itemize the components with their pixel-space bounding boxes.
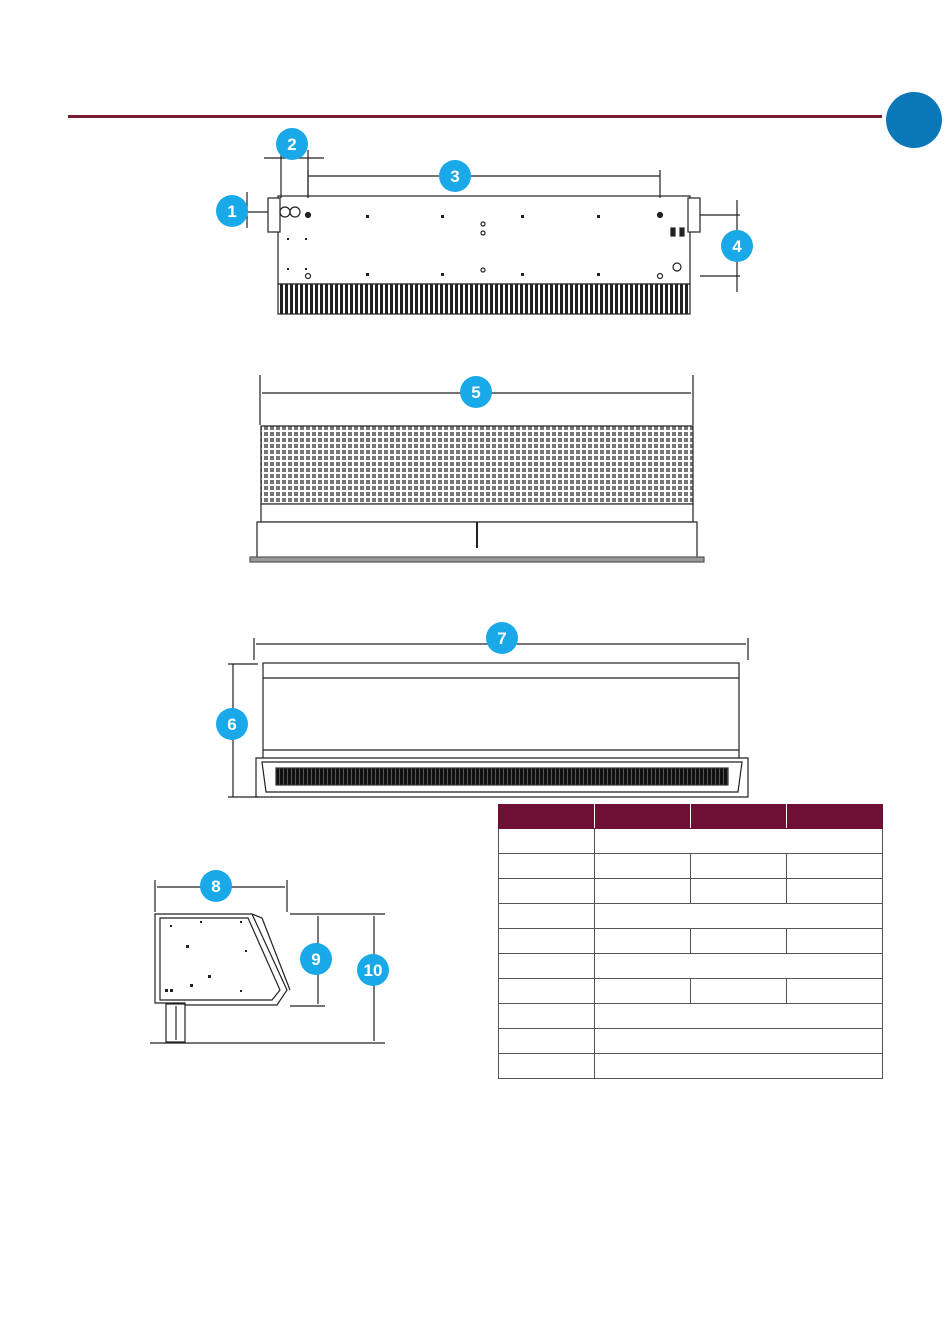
callout-6 xyxy=(216,708,248,740)
callout-3 xyxy=(439,160,471,192)
value-cell xyxy=(595,879,691,904)
table-row xyxy=(499,854,883,879)
value-cell xyxy=(595,904,883,929)
elevation-view xyxy=(228,638,748,797)
svg-text:7: 7 xyxy=(497,629,507,648)
row-label-cell xyxy=(499,1054,595,1079)
header-cell xyxy=(499,805,595,829)
svg-text:3: 3 xyxy=(450,167,460,186)
svg-text:1: 1 xyxy=(227,202,237,221)
svg-text:6: 6 xyxy=(227,715,237,734)
top-view xyxy=(247,150,740,314)
row-label-cell xyxy=(499,904,595,929)
row-label-cell xyxy=(499,979,595,1004)
value-cell xyxy=(595,1004,883,1029)
value-cell xyxy=(691,879,787,904)
row-label-cell xyxy=(499,954,595,979)
value-cell xyxy=(691,929,787,954)
row-label-cell xyxy=(499,1004,595,1029)
value-cell xyxy=(595,1054,883,1079)
value-cell xyxy=(691,854,787,879)
value-cell xyxy=(595,929,691,954)
svg-text:9: 9 xyxy=(311,950,321,969)
row-label-cell xyxy=(499,1029,595,1054)
callout-2 xyxy=(276,128,308,160)
callout-1 xyxy=(216,195,248,227)
value-cell xyxy=(595,1029,883,1054)
value-cell xyxy=(787,854,883,879)
spec-table xyxy=(498,804,883,1079)
table-row xyxy=(499,904,883,929)
callout-10 xyxy=(357,954,389,986)
callout-4 xyxy=(721,230,753,262)
callout-8 xyxy=(200,870,232,902)
section-view xyxy=(150,880,385,1043)
svg-text:10: 10 xyxy=(363,961,383,980)
svg-text:4: 4 xyxy=(732,237,742,256)
svg-text:5: 5 xyxy=(471,383,481,402)
svg-text:8: 8 xyxy=(211,877,221,896)
value-cell xyxy=(787,979,883,1004)
header-cell xyxy=(787,805,883,829)
table-row xyxy=(499,1029,883,1054)
value-cell xyxy=(787,929,883,954)
table-row xyxy=(499,979,883,1004)
spec-table-header xyxy=(499,805,883,829)
callout-9 xyxy=(300,943,332,975)
header-cell xyxy=(691,805,787,829)
value-cell xyxy=(595,854,691,879)
row-label-cell xyxy=(499,879,595,904)
table-row xyxy=(499,954,883,979)
row-label-cell xyxy=(499,929,595,954)
value-cell xyxy=(595,954,883,979)
row-label-cell xyxy=(499,854,595,879)
value-cell xyxy=(595,829,883,854)
table-row xyxy=(499,1004,883,1029)
value-cell xyxy=(691,979,787,1004)
callout-5 xyxy=(460,376,492,408)
header-cell xyxy=(595,805,691,829)
table-row xyxy=(499,879,883,904)
table-row xyxy=(499,929,883,954)
callout-7 xyxy=(486,622,518,654)
table-row xyxy=(499,1054,883,1079)
svg-text:2: 2 xyxy=(287,135,297,154)
value-cell xyxy=(787,879,883,904)
row-label-cell xyxy=(499,829,595,854)
table-row xyxy=(499,829,883,854)
value-cell xyxy=(595,979,691,1004)
